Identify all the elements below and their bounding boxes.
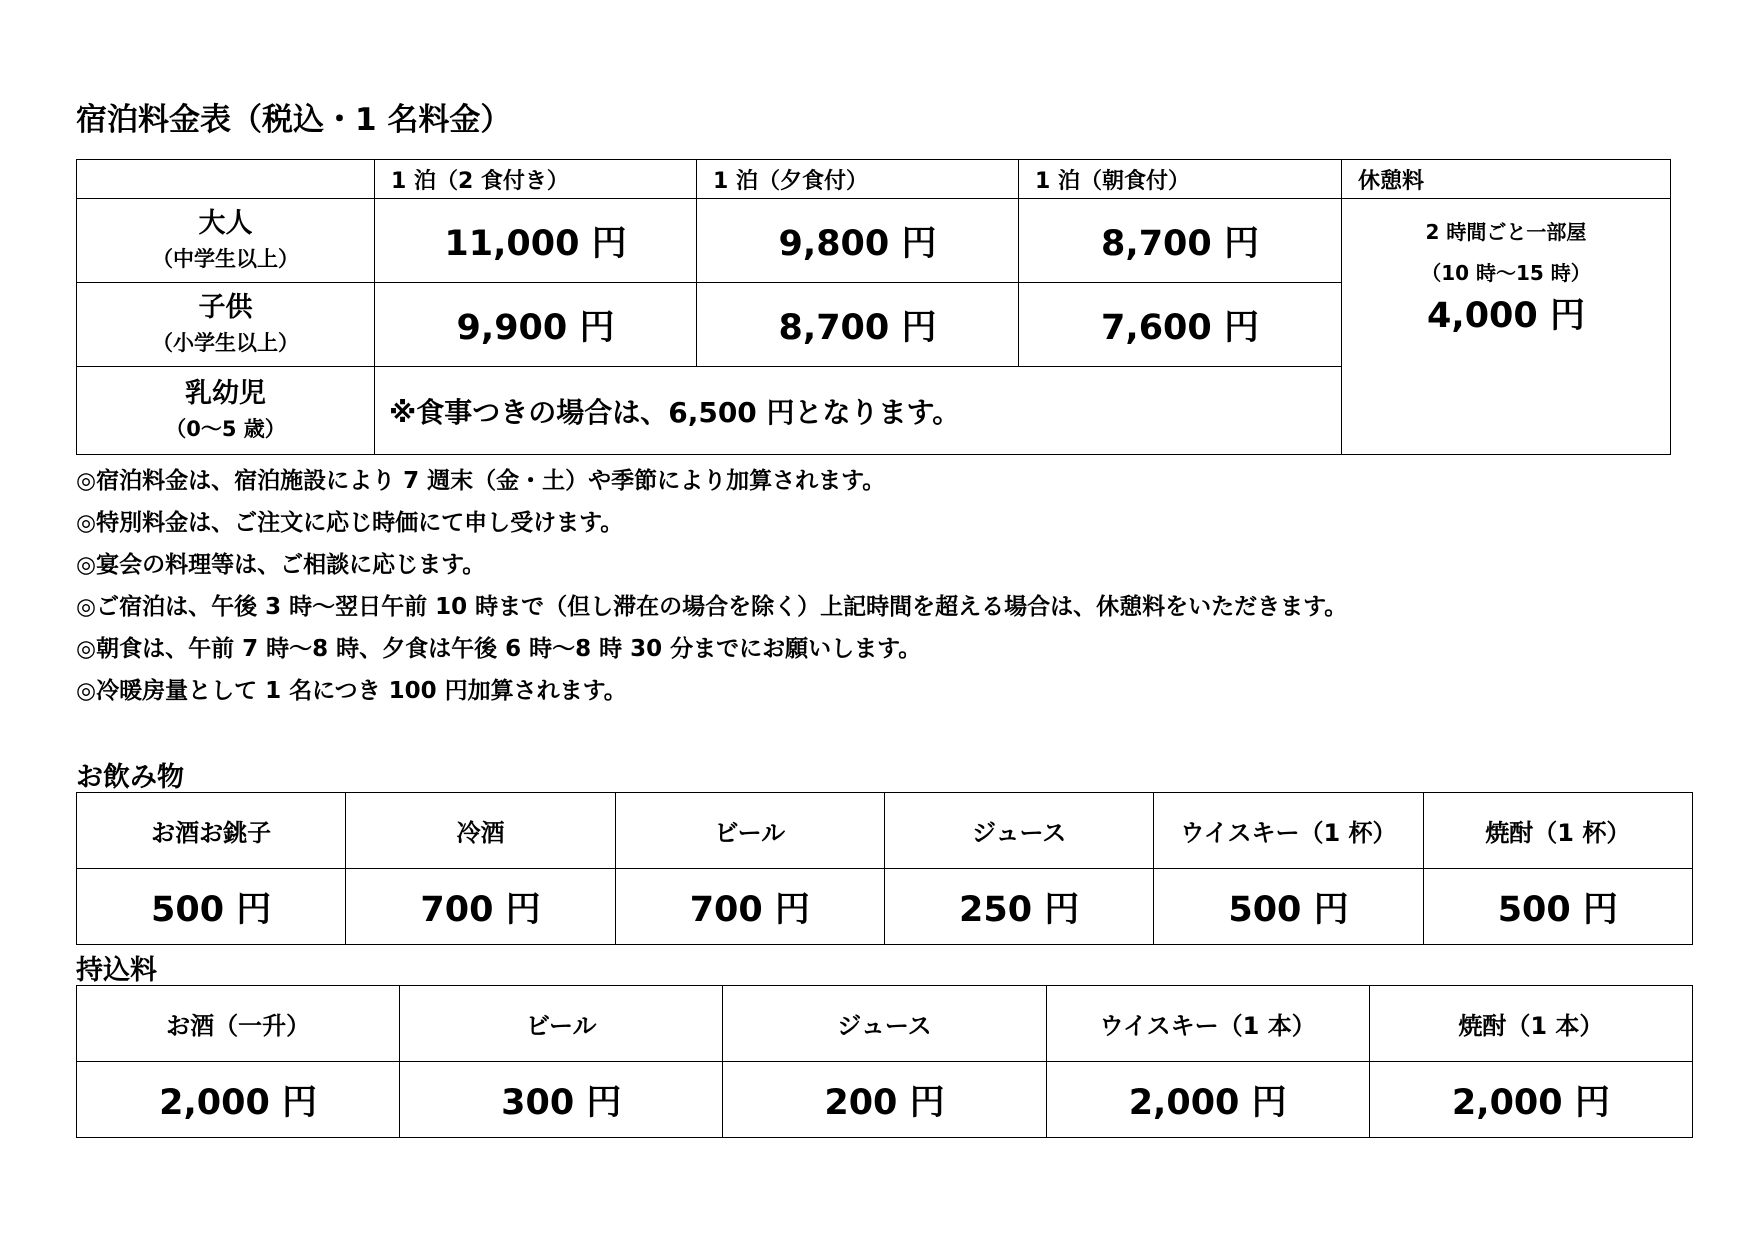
lodging-price-table (76, 159, 1671, 455)
drink-name-cell: 焼酎（1 杯） (1423, 793, 1692, 869)
drinks-table (76, 792, 1693, 945)
price-cell: 9,800 円 (697, 199, 1019, 283)
drink-price-cell: 700 円 (615, 869, 884, 945)
note-item: ◎特別料金は、ご注文に応じ時価にて申し受けます。 (76, 510, 624, 536)
bringin-price-cell: 200 円 (723, 1062, 1046, 1138)
bringin-name-cell: ジュース (723, 986, 1046, 1062)
lodging-header-row (77, 160, 1671, 199)
drinks-title: お飲み物 (76, 762, 184, 793)
note-item: ◎朝食は、午前 7 時～8 時、夕食は午後 6 時～8 時 30 分までにお願いします。 (76, 636, 922, 662)
row-label-adult (77, 199, 375, 283)
bringin-fee-table (76, 985, 1693, 1138)
bringin-name-cell: ウイスキー（1 本） (1046, 986, 1369, 1062)
price-cell: 7,600 円 (1019, 283, 1342, 367)
drink-price-cell: 500 円 (77, 869, 346, 945)
bringin-price-cell: 2,000 円 (1369, 1062, 1692, 1138)
rest-fee-unit: 2 時間ごと一部屋 (1425, 220, 1587, 244)
drinks-price-row (77, 869, 1693, 945)
row-label-child (77, 283, 375, 367)
row-label-sub: （0～5 歳） (165, 416, 286, 441)
note-item: ◎ご宿泊は、午後 3 時～翌日午前 10 時まで（但し滞在の場合を除く）上記時間を超える場合は、休憩料をいただきます。 (76, 594, 1348, 620)
note-item: ◎宴会の料理等は、ご相談に応じます。 (76, 552, 486, 578)
rest-fee-price: 4,000 円 (1427, 296, 1585, 336)
bringin-name-cell: ビール (400, 986, 723, 1062)
price-cell: 8,700 円 (1019, 199, 1342, 283)
drink-price-cell: 700 円 (346, 869, 615, 945)
drink-name-cell: お酒お銚子 (77, 793, 346, 869)
bringin-title: 持込料 (76, 955, 157, 986)
drink-price-cell: 250 円 (884, 869, 1153, 945)
rest-fee-hours: （10 時～15 時） (1421, 261, 1591, 285)
bringin-price-cell: 2,000 円 (1046, 1062, 1369, 1138)
drinks-name-row (77, 793, 1693, 869)
note-item: ◎宿泊料金は、宿泊施設により 7 週末（金・土）や季節により加算されます。 (76, 468, 886, 494)
drink-price-cell: 500 円 (1423, 869, 1692, 945)
row-label-main: 大人 (198, 207, 253, 239)
notes-list (76, 460, 1347, 712)
header-two-meals: 1 泊（2 食付き） (375, 160, 697, 199)
bringin-name-row (77, 986, 1693, 1062)
bringin-price-cell: 300 円 (400, 1062, 723, 1138)
row-label-main: 子供 (198, 291, 253, 323)
row-label-main: 乳幼児 (185, 377, 266, 409)
row-label-sub: （中学生以上） (152, 246, 299, 271)
header-breakfast-only: 1 泊（朝食付） (1019, 160, 1342, 199)
row-label-sub: （小学生以上） (152, 330, 299, 355)
row-label-infant (77, 367, 375, 455)
bringin-price-row (77, 1062, 1693, 1138)
drink-name-cell: ビール (615, 793, 884, 869)
drink-name-cell: ジュース (884, 793, 1153, 869)
price-cell: 9,900 円 (375, 283, 697, 367)
bringin-name-cell: お酒（一升） (77, 986, 400, 1062)
price-cell: 11,000 円 (375, 199, 697, 283)
bringin-price-cell: 2,000 円 (77, 1062, 400, 1138)
lodging-row-adult (77, 199, 1671, 283)
drink-name-cell: ウイスキー（1 杯） (1154, 793, 1423, 869)
price-cell: 8,700 円 (697, 283, 1019, 367)
drink-price-cell: 500 円 (1154, 869, 1423, 945)
rest-fee-cell (1342, 199, 1671, 455)
drink-name-cell: 冷酒 (346, 793, 615, 869)
header-dinner-only: 1 泊（夕食付） (697, 160, 1019, 199)
header-rest-fee: 休憩料 (1342, 160, 1671, 199)
note-item: ◎冷暖房量として 1 名につき 100 円加算されます。 (76, 678, 627, 704)
infant-meal-note: ※食事つきの場合は、6,500 円となります。 (375, 367, 1342, 455)
bringin-name-cell: 焼酎（1 本） (1369, 986, 1692, 1062)
lodging-title: 宿泊料金表（税込・1 名料金） (76, 102, 512, 138)
lodging-header-empty (77, 160, 375, 199)
